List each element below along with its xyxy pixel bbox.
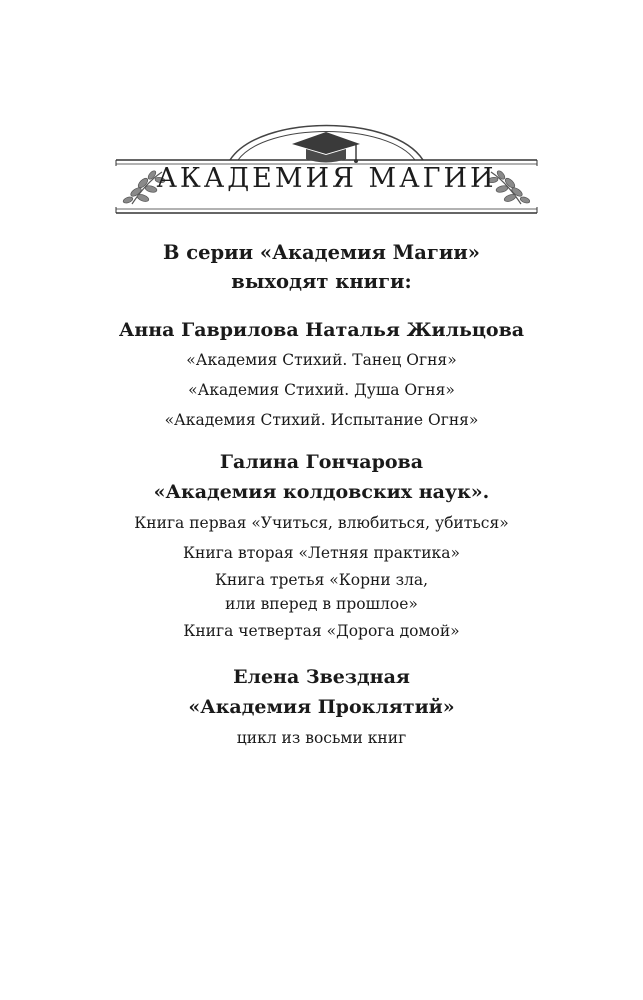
book-title: «Академия Стихий. Душа Огня» xyxy=(188,381,455,399)
intro-line: выходят книги: xyxy=(231,270,412,293)
book-title: или вперед в прошлое» xyxy=(225,595,418,613)
series-title: «Академия колдовских наук». xyxy=(153,481,490,503)
author-group xyxy=(40,447,603,646)
graduation-cap-icon xyxy=(292,132,360,163)
intro-line: В серии «Академия Магии» xyxy=(163,241,480,264)
book-title: Книга вторая «Летняя практика» xyxy=(183,544,460,562)
author-group xyxy=(40,662,603,753)
author-name: Елена Звездная xyxy=(233,666,410,688)
intro-heading xyxy=(40,238,603,296)
author-name: Анна Гаврилова Наталья Жильцова xyxy=(118,319,525,341)
author-name: Галина Гончарова xyxy=(219,451,424,473)
book-title: Книга первая «Учиться, влюбиться, убиться» xyxy=(134,514,509,532)
book-title: «Академия Стихий. Испытание Огня» xyxy=(164,411,479,429)
author-group xyxy=(40,315,603,435)
series-banner xyxy=(110,108,543,230)
banner-title: АКАДЕМИЯ МАГИИ xyxy=(156,163,497,194)
book-title: «Академия Стихий. Танец Огня» xyxy=(186,351,457,369)
book-list xyxy=(40,238,603,765)
book-title: цикл из восьми книг xyxy=(236,729,407,747)
book-title: Книга четвертая «Дорога домой» xyxy=(183,622,460,640)
series-title: «Академия Проклятий» xyxy=(188,696,455,718)
book-title: Книга третья «Корни зла, xyxy=(214,571,429,589)
